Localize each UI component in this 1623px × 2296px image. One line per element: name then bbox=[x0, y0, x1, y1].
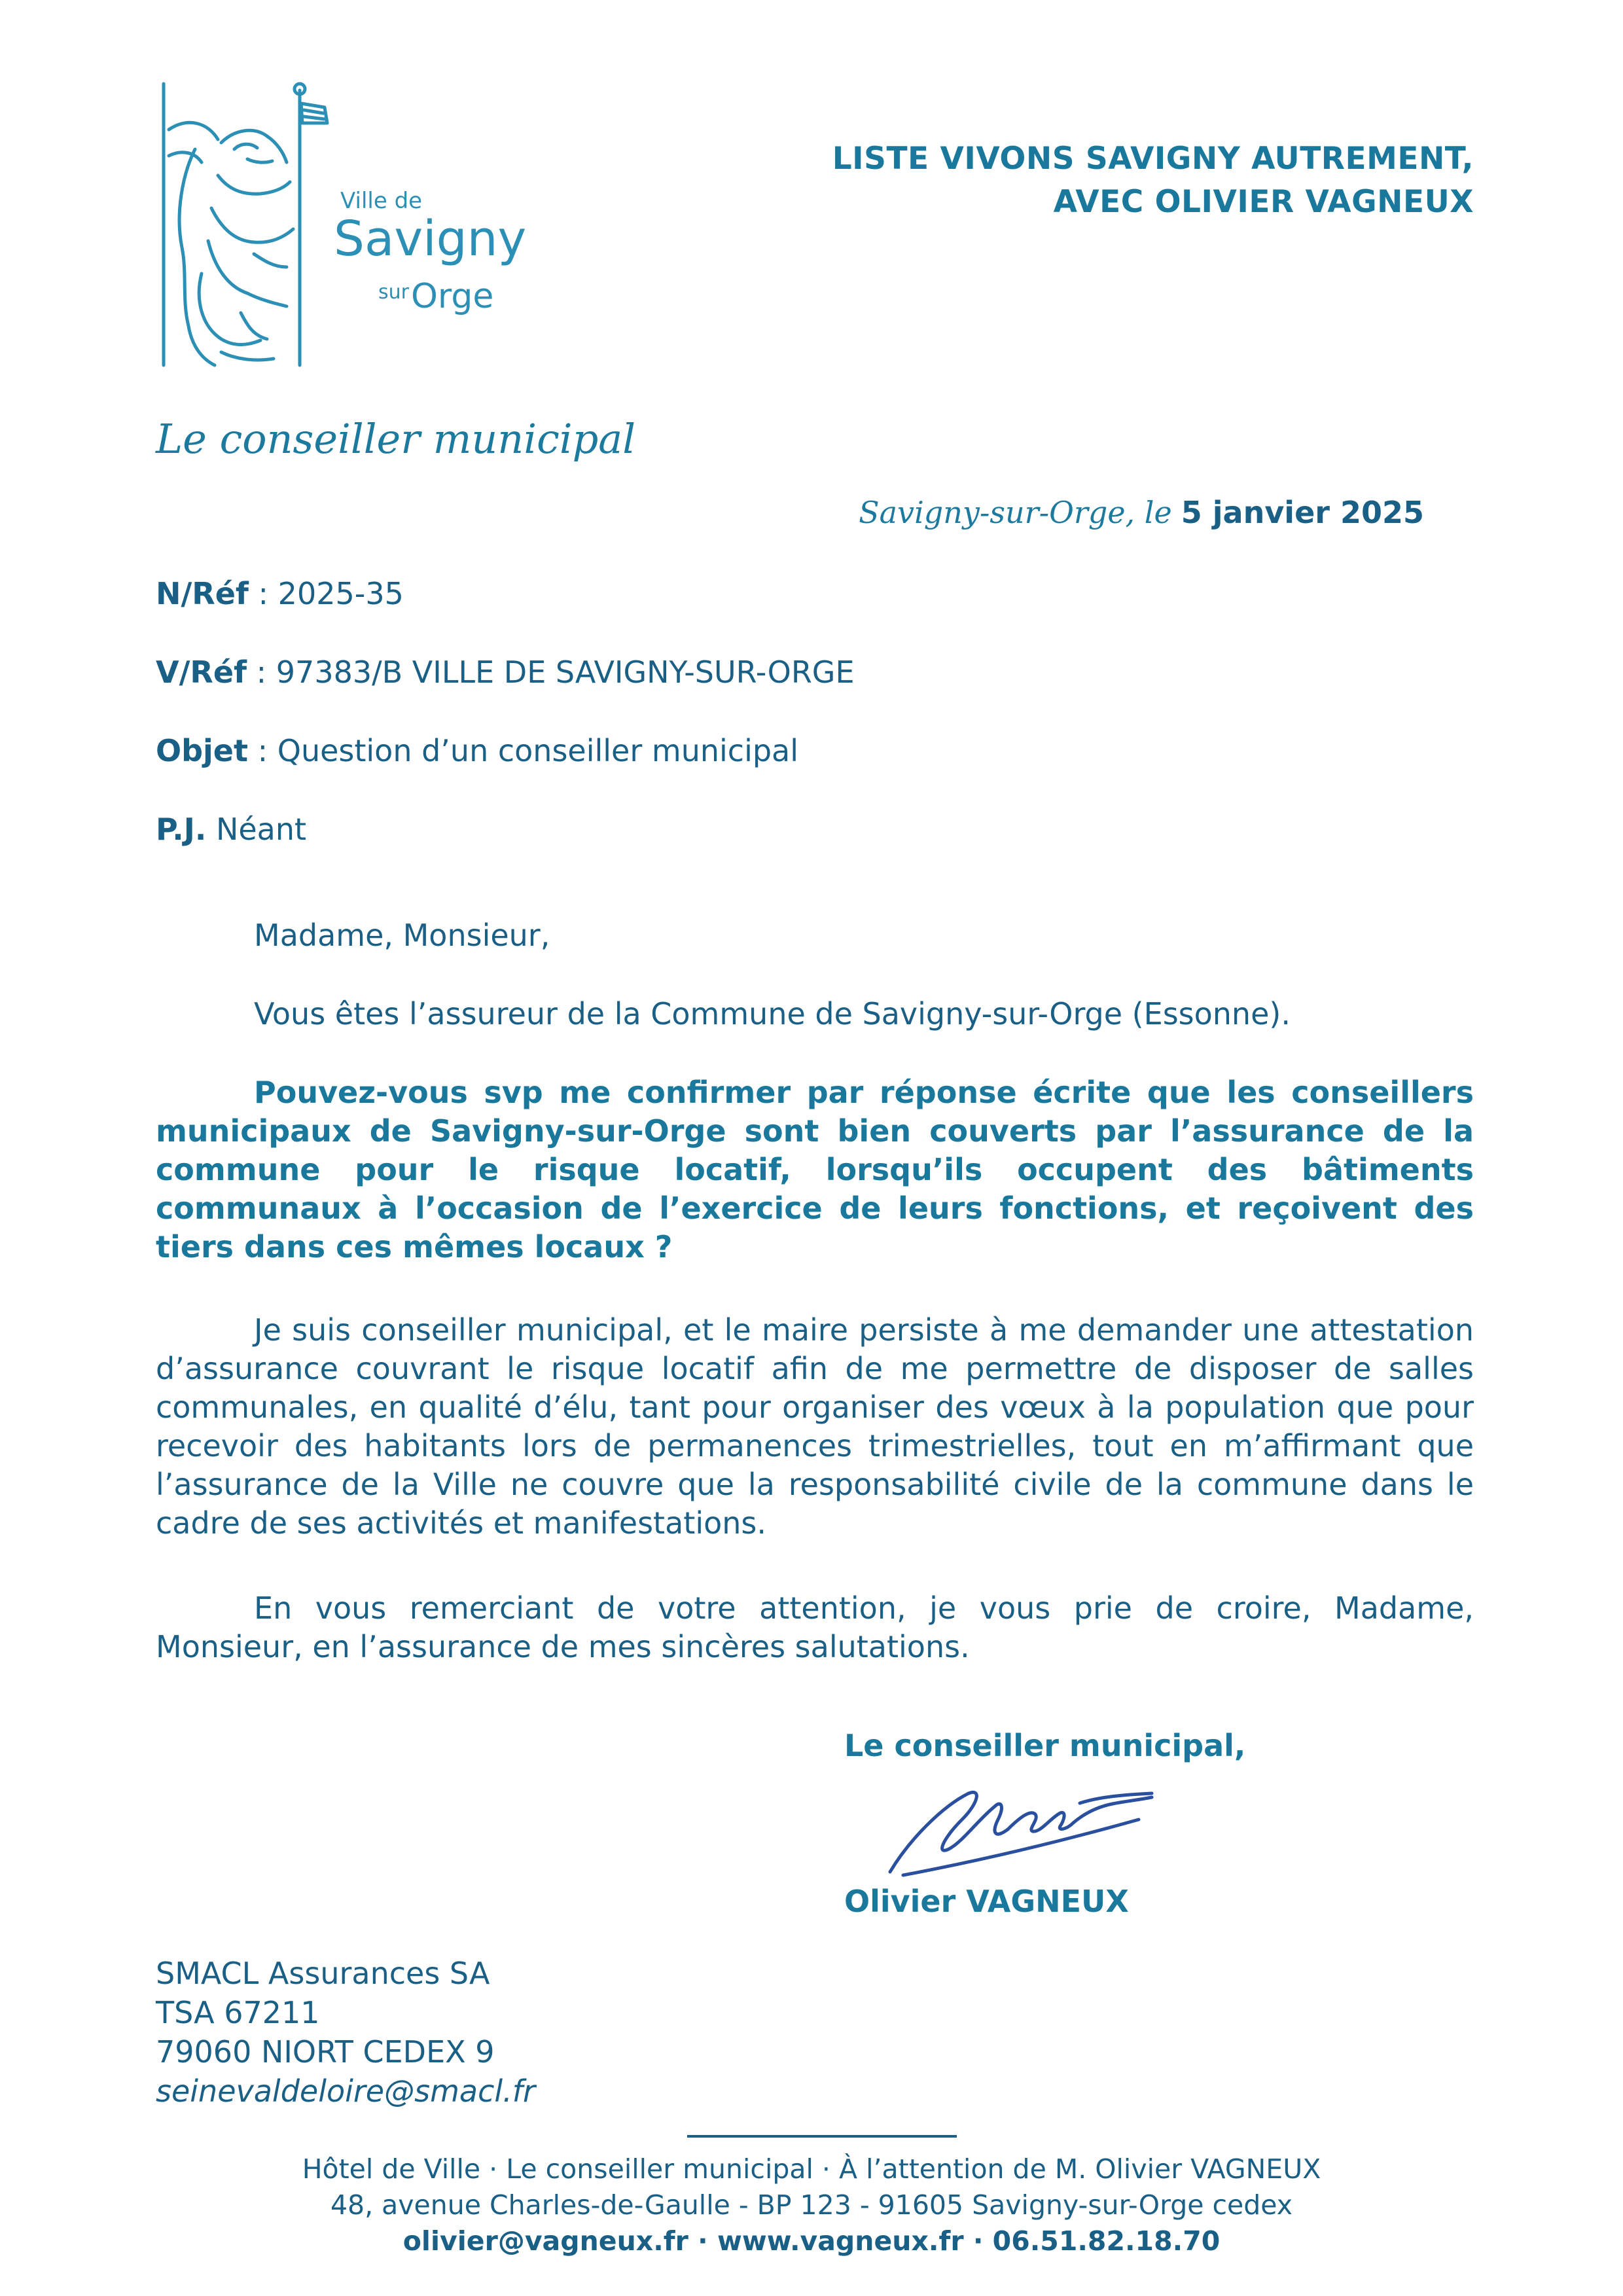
recipient-email[interactable]: seinevaldeloire@smacl.fr bbox=[156, 2073, 535, 2109]
context-paragraph: Je suis conseiller municipal, et le maire persiste à me demander une attestation d’assurance couvrant le risque locatif afin de me permettre de disposer de salles communales, en qualité d’élu, tant pour organiser des vœux à la population que pour recevoir des habitants lors de permanences trimestrielles, tout en m’affirmant que l’assurance de la Ville ne couvre que la responsabilité civile de la commune dans le cadre de ses activités et manifestations. bbox=[156, 1312, 1474, 1541]
date-place: Savigny-sur-Orge, le bbox=[859, 495, 1172, 530]
vref-value: : 97383/B VILLE DE SAVIGNY-SUR-ORGE bbox=[247, 655, 855, 690]
our-reference bbox=[156, 576, 404, 611]
subject bbox=[156, 733, 798, 768]
lion-emblem-icon bbox=[156, 77, 527, 378]
logo-savigny: Savigny bbox=[334, 211, 527, 267]
attachments bbox=[156, 812, 306, 847]
footer-line3 bbox=[0, 2225, 1623, 2257]
handwritten-signature bbox=[864, 1741, 1230, 1898]
logo-sur: sur bbox=[378, 281, 409, 304]
question-paragraph: Pouvez-vous svp me confirmer par réponse écrite que les conseillers municipaux de Savigny-sur-Orge sont bien couverts par l’assurance de la commune pour le risque locatif, lorsqu’ils occupent des bâtiments communaux à l’occasion de l’exercice de leurs fonctions, et reçoivent des tiers dans ces mêmes locaux ? bbox=[156, 1075, 1474, 1265]
objet-value: : Question d’un conseiller municipal bbox=[248, 733, 799, 768]
closing-paragraph: En vous remerciant de votre attention, je vous prie de croire, Madame, Monsieur, en l’assurance de mes sincères salutations. bbox=[156, 1590, 1474, 1664]
signature-name: Olivier VAGNEUX bbox=[844, 1884, 1129, 1919]
date-value: 5 janvier 2025 bbox=[1181, 495, 1424, 530]
nref-label: N/Réf bbox=[156, 576, 249, 611]
salutation: Madame, Monsieur, bbox=[254, 918, 550, 953]
nref-value: : 2025-35 bbox=[248, 576, 404, 611]
footer-line1: Hôtel de Ville · Le conseiller municipal · À l’attention de M. Olivier VAGNEUX bbox=[302, 2153, 1321, 2185]
recipient-address bbox=[156, 1954, 535, 2111]
list-header-line1: LISTE VIVONS SAVIGNY AUTREMENT, bbox=[832, 141, 1474, 177]
list-header-line2: AVEC OLIVIER VAGNEUX bbox=[1053, 184, 1474, 220]
intro-paragraph: Vous êtes l’assureur de la Commune de Savigny-sur-Orge (Essonne). bbox=[254, 996, 1291, 1031]
signature-icon bbox=[864, 1741, 1230, 1898]
objet-label: Objet bbox=[156, 733, 248, 768]
footer-contact[interactable]: olivier@vagneux.fr · www.vagneux.fr · 06.51.82.18.70 bbox=[402, 2225, 1221, 2257]
logo-orge: Orge bbox=[411, 277, 494, 316]
pj-value: Néant bbox=[206, 812, 307, 847]
recipient-city: 79060 NIORT CEDEX 9 bbox=[156, 2034, 495, 2070]
vref-label: V/Réf bbox=[156, 655, 247, 690]
footer-divider bbox=[687, 2135, 957, 2138]
logo-ville-de: Ville de bbox=[340, 188, 423, 214]
recipient-company: SMACL Assurances SA bbox=[156, 1956, 490, 1991]
footer-line2: 48, avenue Charles-de-Gaulle - BP 123 - 91605 Savigny-sur-Orge cedex bbox=[330, 2189, 1293, 2221]
pj-label: P.J. bbox=[156, 812, 207, 847]
signature-role: Le conseiller municipal, bbox=[844, 1728, 1246, 1763]
city-logo bbox=[156, 77, 527, 378]
date-line bbox=[859, 495, 1424, 530]
sender-title: Le conseiller municipal bbox=[156, 415, 636, 463]
recipient-tsa: TSA 67211 bbox=[156, 1995, 320, 2030]
list-header bbox=[832, 137, 1474, 224]
your-reference bbox=[156, 655, 855, 690]
